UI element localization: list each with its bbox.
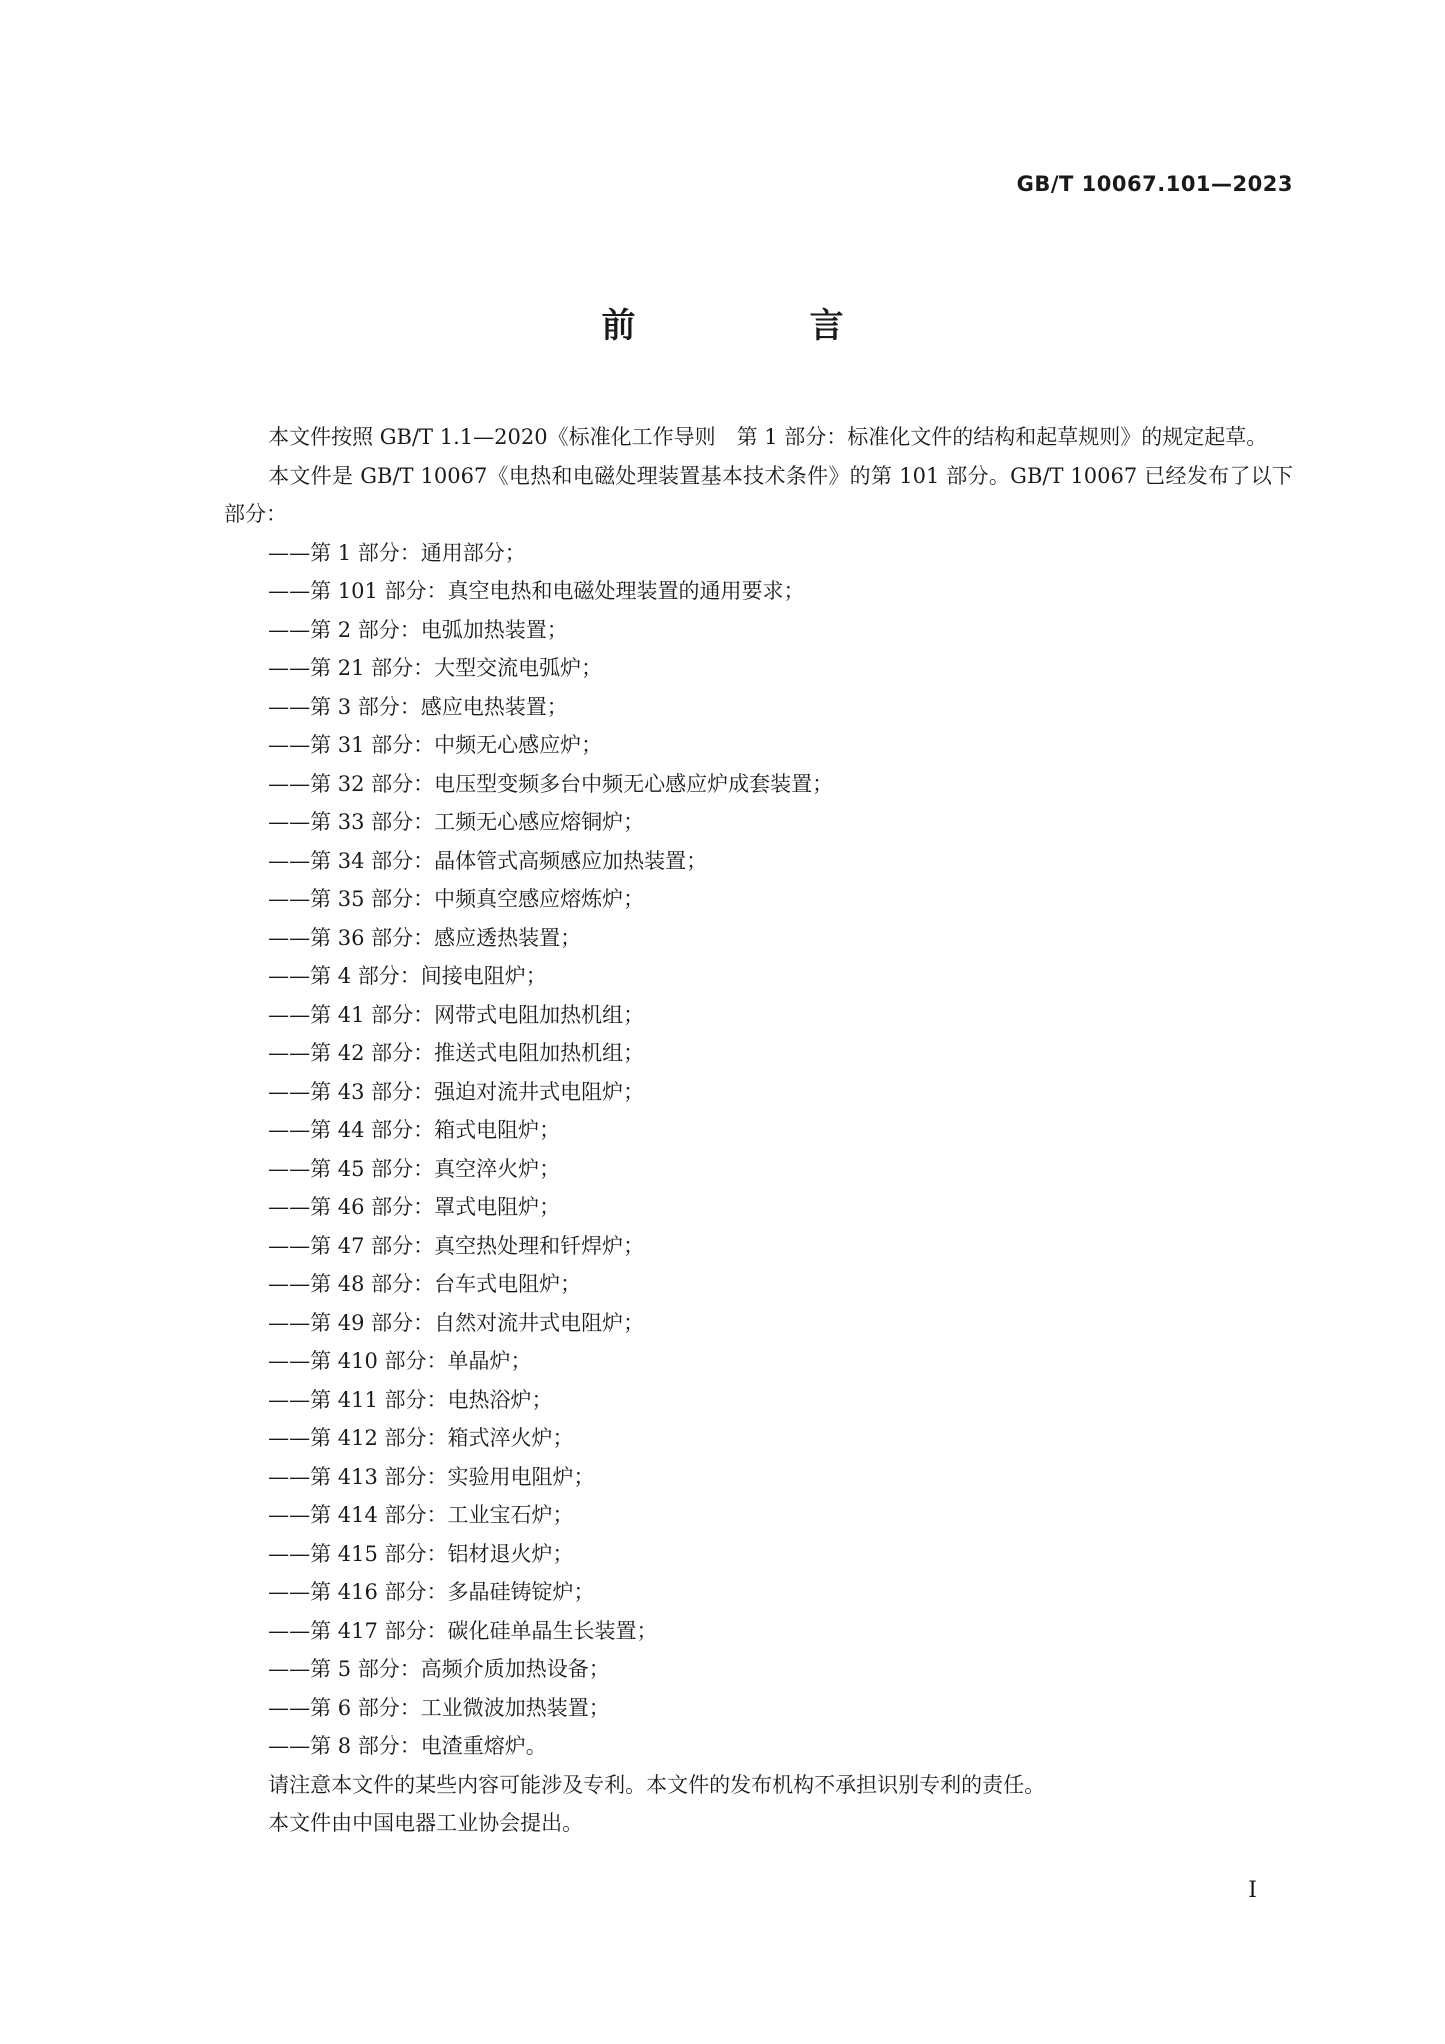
list-item: ——第 4 部分：间接电阻炉； bbox=[268, 964, 547, 988]
list-item: ——第 47 部分：真空热处理和钎焊炉； bbox=[268, 1233, 645, 1258]
list-item: ——第 101 部分：真空电热和电磁处理装置的通用要求； bbox=[268, 579, 805, 603]
list-item: ——第 5 部分：高频介质加热设备； bbox=[268, 1657, 610, 1681]
paragraph-patent-notice: 请注意本文件的某些内容可能涉及专利。本文件的发布机构不承担识别专利的责任。 bbox=[268, 1772, 1046, 1797]
list-item: ——第 36 部分：感应透热装置； bbox=[268, 925, 582, 950]
list-item: ——第 413 部分：实验用电阻炉； bbox=[268, 1464, 595, 1489]
list-item: ——第 45 部分：真空淬火炉； bbox=[268, 1156, 561, 1181]
list-item: ——第 6 部分：工业微波加热装置； bbox=[268, 1695, 610, 1720]
list-item: ——第 21 部分：大型交流电弧炉； bbox=[268, 656, 603, 680]
list-item: ——第 42 部分：推送式电阻加热机组； bbox=[268, 1041, 645, 1065]
list-item: ——第 1 部分：通用部分； bbox=[268, 540, 526, 565]
page-number: I bbox=[1248, 1878, 1257, 1903]
list-item: ——第 32 部分：电压型变频多台中频无心感应炉成套装置； bbox=[268, 771, 834, 796]
list-item: ——第 43 部分：强迫对流井式电阻炉； bbox=[268, 1079, 645, 1104]
list-item: ——第 8 部分：电渣重熔炉。 bbox=[268, 1734, 547, 1758]
list-item: ——第 44 部分：箱式电阻炉； bbox=[268, 1118, 561, 1142]
list-item: ——第 415 部分：铝材退火炉； bbox=[268, 1541, 574, 1566]
list-item: ——第 416 部分：多晶硅铸锭炉； bbox=[268, 1580, 595, 1604]
list-item: ——第 417 部分：碳化硅单晶生长装置； bbox=[268, 1618, 658, 1643]
list-item: ——第 41 部分：网带式电阻加热机组； bbox=[268, 1002, 645, 1027]
body-text bbox=[224, 418, 1293, 1843]
list-item: ——第 48 部分：台车式电阻炉； bbox=[268, 1272, 582, 1296]
paragraph-proposer: 本文件由中国电器工业协会提出。 bbox=[268, 1811, 584, 1835]
page-title: 前 言 bbox=[601, 306, 914, 346]
list-item: ——第 411 部分：电热浴炉； bbox=[268, 1387, 553, 1412]
list-item: ——第 414 部分：工业宝石炉； bbox=[268, 1503, 574, 1527]
list-item: ——第 31 部分：中频无心感应炉； bbox=[268, 733, 603, 757]
list-item: ——第 46 部分：罩式电阻炉； bbox=[268, 1195, 561, 1219]
standard-code: GB/T 10067.101—2023 bbox=[1016, 172, 1293, 196]
paragraph-drafting-basis: 本文件按照 GB/T 1.1—2020《标准化工作导则 第 1 部分：标准化文件的结构和起草规则》的规定起草。 bbox=[268, 425, 1268, 449]
list-item: ——第 412 部分：箱式淬火炉； bbox=[268, 1426, 574, 1450]
parts-list bbox=[224, 534, 1293, 1766]
list-item: ——第 33 部分：工频无心感应熔铜炉； bbox=[268, 810, 645, 834]
list-item: ——第 410 部分：单晶炉； bbox=[268, 1349, 532, 1373]
list-item: ——第 2 部分：电弧加热装置； bbox=[268, 617, 568, 642]
list-item: ——第 3 部分：感应电热装置； bbox=[268, 694, 568, 719]
list-item: ——第 34 部分：晶体管式高频感应加热装置； bbox=[268, 848, 708, 873]
paragraph-series-intro: 本文件是 GB/T 10067《电热和电磁处理装置基本技术条件》的第 101 部分。GB/T 10067 已经发布了以下部分： bbox=[224, 463, 1293, 526]
list-item: ——第 49 部分：自然对流井式电阻炉； bbox=[268, 1310, 645, 1335]
list-item: ——第 35 部分：中频真空感应熔炼炉； bbox=[268, 887, 645, 911]
